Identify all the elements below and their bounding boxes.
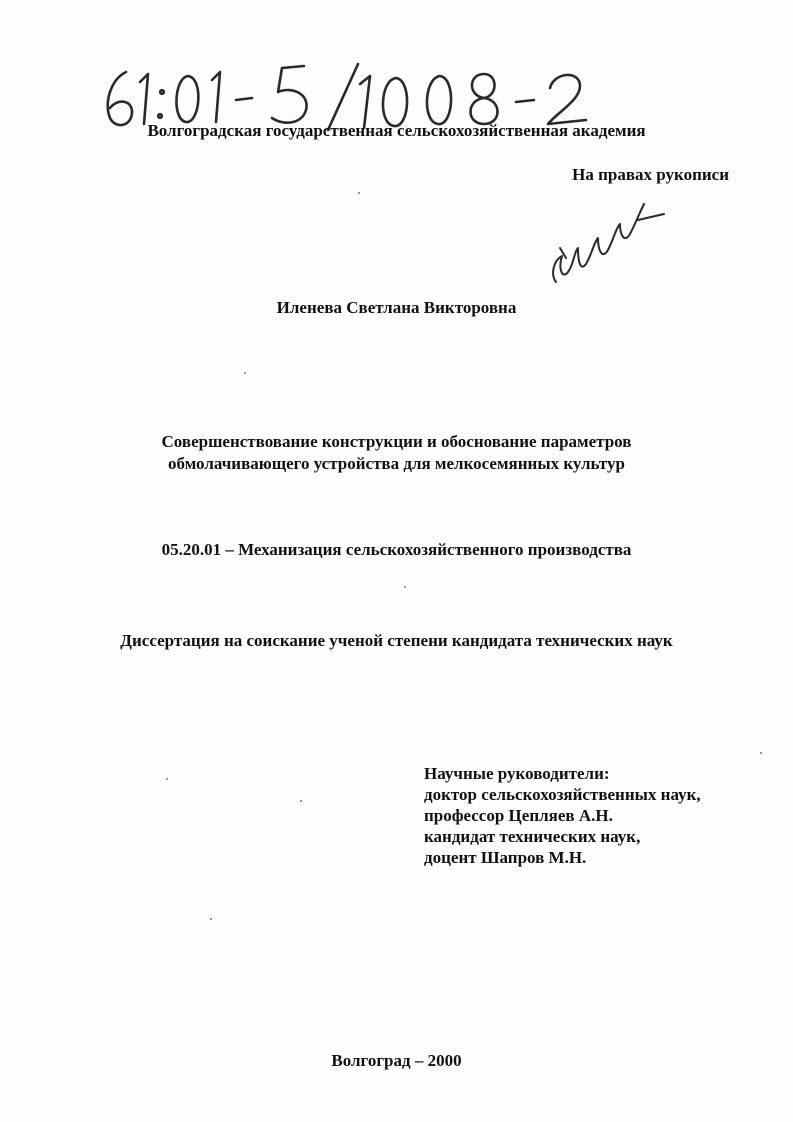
supervisor-line: профессор Цепляев А.Н.	[424, 806, 613, 825]
thesis-title-line-1: Совершенствование конструкции и обоснование параметров	[161, 432, 632, 451]
scan-speck	[404, 586, 406, 588]
degree-statement: Диссертация на соискание ученой степени кандидата технических наук	[120, 631, 673, 650]
rights-note: На правах рукописи	[572, 165, 729, 184]
institution-name: Волгоградская государственная сельскохозяйственная академия	[147, 121, 646, 140]
scan-speck	[166, 778, 168, 780]
signature-drawing	[540, 190, 670, 295]
scan-speck	[210, 918, 212, 920]
scan-speck	[760, 752, 762, 754]
footer-city-year: Волгоград – 2000	[331, 1051, 462, 1070]
author-name: Иленева Светлана Викторовна	[276, 298, 517, 317]
supervisors-block	[424, 763, 701, 868]
supervisors-heading: Научные руководители:	[424, 764, 610, 783]
supervisor-line: кандидат технических наук,	[424, 827, 641, 846]
thesis-title-line-2: обмолачивающего устройства для мелкосемянных культур	[168, 454, 625, 473]
signature	[540, 190, 670, 295]
scan-speck	[244, 372, 246, 374]
supervisor-line: доктор сельскохозяйственных наук,	[424, 785, 701, 804]
scan-speck	[358, 192, 360, 194]
scan-speck	[300, 800, 302, 802]
specialty-code: 05.20.01 – Механизация сельскохозяйственного производства	[161, 540, 632, 559]
supervisor-line: доцент Шапров М.Н.	[424, 848, 587, 867]
